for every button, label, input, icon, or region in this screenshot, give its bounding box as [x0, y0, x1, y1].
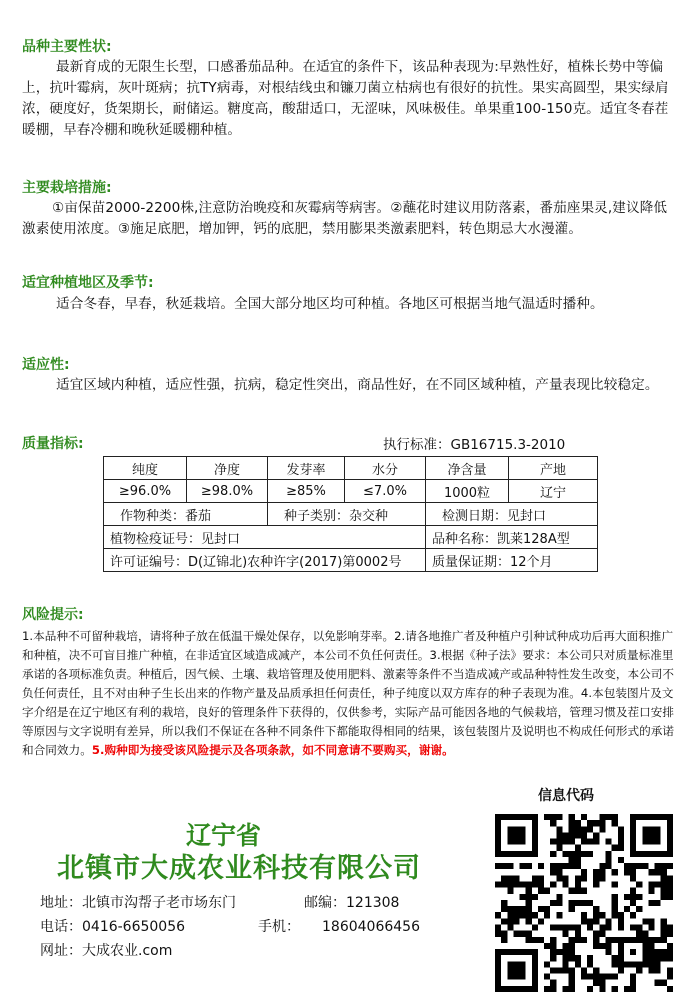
header-net-content: 净含量 [426, 457, 509, 480]
qr-label: 信息代码 [538, 788, 594, 804]
seed-type: 种子类别：杂交种 [268, 503, 426, 526]
risk-warning: 5.购种即为接受该风险提示及各项条款，如不同意请不要购买，谢谢。 [91, 743, 454, 757]
value-net-content: 1000粒 [426, 480, 509, 503]
postcode: 邮编：121308 [304, 895, 400, 911]
table-row [104, 549, 598, 572]
qr-code-icon [495, 814, 673, 992]
header-purity: 纯度 [104, 457, 187, 480]
mobile: 手机： 18604066456 [258, 919, 420, 935]
phone: 电话：0416-6650056 [40, 919, 186, 935]
adaptability-title: 适应性: [22, 357, 70, 373]
address: 地址：北镇市沟帮子老市场东门 [40, 895, 236, 911]
table-header-row [104, 457, 598, 480]
license-number: 许可证编号：D(辽锦北)农种许字(2017)第0002号 [104, 549, 426, 572]
cultivation-title: 主要栽培措施: [22, 180, 112, 196]
crop-type: 作物种类：番茄 [104, 503, 268, 526]
value-origin: 辽宁 [509, 480, 598, 503]
table-row [104, 503, 598, 526]
table-row [104, 526, 598, 549]
execution-standard: 执行标准：GB16715.3-2010 [383, 437, 566, 453]
variety-title: 品种主要性状: [22, 39, 112, 55]
quality-table [103, 456, 598, 572]
risk-title: 风险提示: [22, 607, 84, 623]
region-text: 适合冬春，早春，秋延栽培。全国大部分地区均可种植。各地区可根据当地气温适时播种。 [56, 296, 604, 312]
warranty-period: 质量保证期：12个月 [426, 549, 598, 572]
region-title: 适宜种植地区及季节: [22, 275, 154, 291]
variety-name: 品种名称：凯莱128A型 [426, 526, 598, 549]
value-cleanliness: ≥98.0% [187, 480, 268, 503]
website[interactable]: 网址：大成农业.com [40, 943, 173, 959]
variety-text: 最新育成的无限生长型，口感番茄品种。在适宜的条件下，该品种表现为:早熟性好，植株长势中等偏上，抗叶霉病，灰叶斑病；抗TY病毒，对根结线虫和镰刀菌立枯病也有很好的抗性。果实高圆型，果实绿肩浓，硬度好，货架期长，耐储运。糖度高，酸甜适口，无涩味，风味极佳。单果重100-150克。适宜冬春茬暖棚，早春冷棚和晚秋延暖棚种植。 [22, 59, 669, 138]
adaptability-text: 适宜区域内种植，适应性强，抗病，稳定性突出，商品性好，在不同区域种植，产量表现比较稳定。 [56, 377, 659, 393]
quarantine-number: 植物检疫证号：见封口 [104, 526, 426, 549]
value-purity: ≥96.0% [104, 480, 187, 503]
cultivation-text: ①亩保苗2000-2200株,注意防治晚疫和灰霉病等病害。②蘸花时建议用防落素，番茄座果灵,建议降低激素使用浓度。③施足底肥，增加钾，钙的底肥，禁用膨果类激素肥料，转色期忌大水漫灌。 [22, 200, 668, 237]
company-province: 辽宁省 [186, 821, 262, 850]
header-germination: 发芽率 [268, 457, 345, 480]
quality-title: 质量指标: [22, 436, 84, 452]
value-moisture: ≤7.0% [345, 480, 426, 503]
value-germination: ≥85% [268, 480, 345, 503]
header-cleanliness: 净度 [187, 457, 268, 480]
table-value-row [104, 480, 598, 503]
risk-text: 1.本品种不可留种栽培，请将种子放在低温干燥处保存，以免影响芽率。2.请各地推广者及种植户引种试种成功后再大面积推广和种植，决不可盲目推广种植，在非适宜区域造成减产，本公司不负任何责任。3.根据《种子法》要求：本公司只对质量标准里承诺的各项标准负责。种植后，因气候、土壤、栽培管理及使用肥料、激素等条件不当造成减产或品种特性发生改变，本公司不负任何责任，且不对由种子生长出来的作物产量及品质承担任何责任，种子纯度以双方库存的种子表现为准。4.本包装图片及文字介绍是在辽宁地区有利的栽培，良好的管理条件下获得的，仅供参考，实际产品可能因各地的气候栽培，管理习惯及茬口安排等原因与文字说明有差异，所以我们不保证在各种不同条件下都能取得相同的结果，该包装图片及说明也不构成任何形式的承诺和合同效力。5.购种即为接受该风险提示及各项条款，如不同意请不要购买，谢谢。 [22, 629, 675, 757]
test-date: 检测日期：见封口 [426, 503, 598, 526]
header-origin: 产地 [509, 457, 598, 480]
company-name: 北镇市大成农业科技有限公司 [57, 853, 421, 884]
header-moisture: 水分 [345, 457, 426, 480]
